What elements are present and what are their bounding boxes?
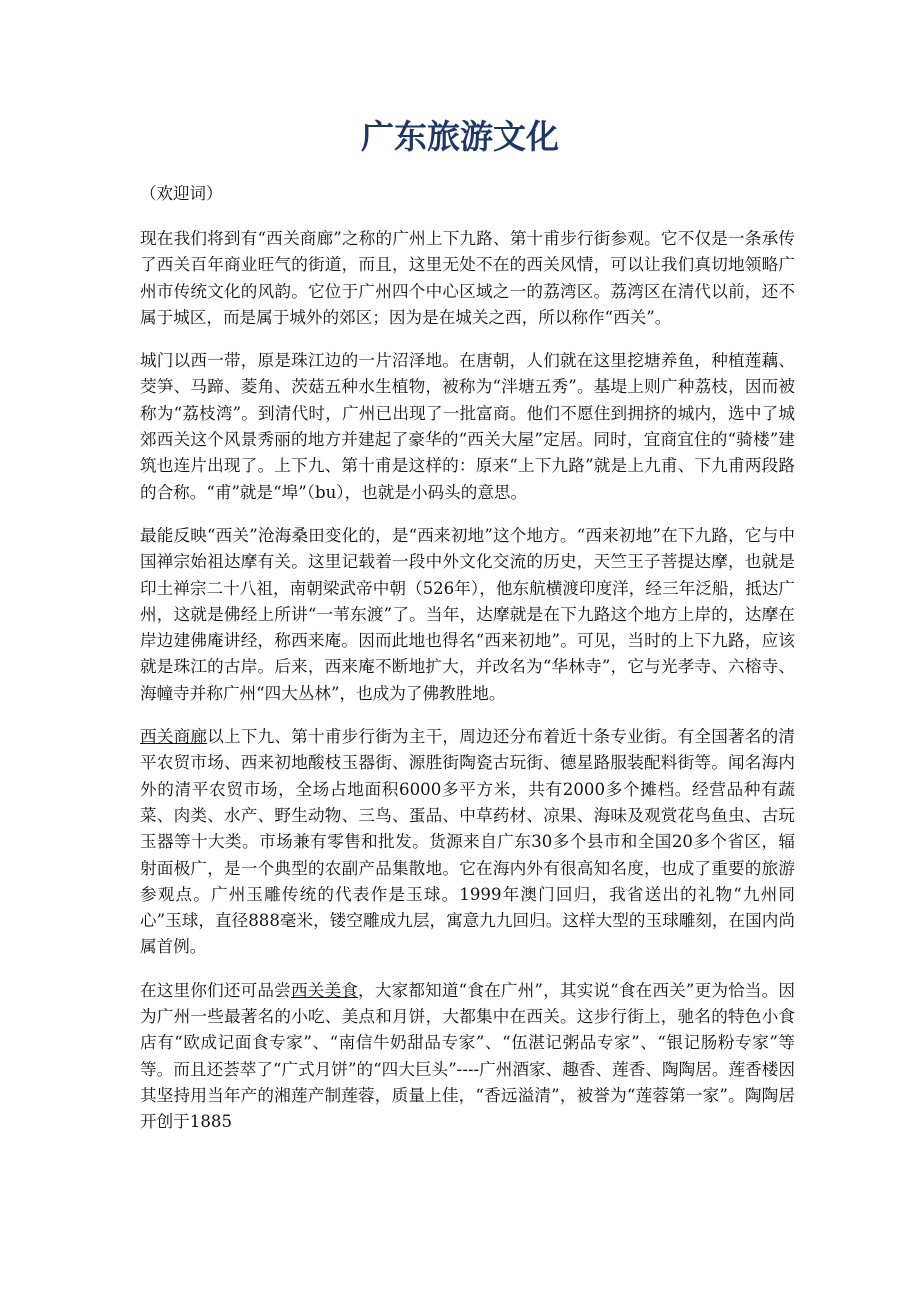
paragraph-3 <box>140 523 795 707</box>
document-title: 广东旅游文化 <box>361 117 559 156</box>
paragraph-2 <box>140 348 795 506</box>
xiguan-food-link[interactable]: 西关美食 <box>290 980 359 1000</box>
xiguan-shanglang-link[interactable]: 西关商廊 <box>140 727 208 747</box>
paragraph-1-text: 现在我们将到有“西关商廊”之称的广州上下九路、第十甫步行街参观。它不仅是一条承传了西关百年商业旺气的街道，而且，这里无处不在的西关风情，可以让我们真切地领略广州市传统文化的风韵。它位于广州四个中心区域之一的荔湾区。荔湾区在清代以前，还不属于城区，而是属于城外的郊区；因为是在城关之西，所以称作“西关”。 <box>140 229 795 327</box>
paragraph-1 <box>140 226 795 331</box>
paragraph-3-text: 最能反映“西关”沧海桑田变化的，是“西来初地”这个地方。“西来初地”在下九路，它与中国禅宗始祖达摩有关。这里记载着一段中外文化交流的历史，天竺王子菩提达摩，也就是印土禅宗二十八祖，南朝梁武帝中朝（526年），他东航横渡印度洋，经三年泛船，抵达广州，这就是佛经上所讲“一苇东渡”了。当年，达摩就是在下九路这个地方上岸的，达摩在岸边建佛庵讲经，称西来庵。因而此地也得名“西来初地”。可见，当时的上下九路，应该就是珠江的古岸。后来，西来庵不断地扩大，并改名为“华林寺”，它与光孝寺、六榕寺、海幢寺并称广州“四大丛林”，也成为了佛教胜地。 <box>140 525 795 703</box>
document-body <box>140 226 795 1153</box>
paragraph-2-text: 城门以西一带，原是珠江边的一片沼泽地。在唐朝，人们就在这里挖塘养鱼，种植莲藕、茭笋、马蹄、菱角、茨菇五种水生植物，被称为“泮塘五秀”。基堤上则广种荔枝，因而被称为“荔枝湾”。到清代时，广州已出现了一批富商。他们不愿住到拥挤的城内，选中了城郊西关这个风景秀丽的地方并建起了豪华的“西关大屋”定居。同时，宜商宜住的“骑楼”建筑也连片出现了。上下九、第十甫是这样的：原来“上下九路”就是上九甫、下九甫两段路的合称。“甫”就是“埠”（bu），也就是小码头的意思。 <box>140 351 795 502</box>
paragraph-5 <box>140 978 795 1136</box>
paragraph-4 <box>140 724 795 961</box>
document-subtitle: （欢迎词） <box>140 184 223 203</box>
paragraph-4-text: 以上下九、第十甫步行街为主干，周边还分布着近十条专业街。有全国著名的清平农贸市场、西来初地酸枝玉器街、源胜街陶瓷古玩街、德星路服装配料街等。闻名海内外的清平农贸市场，全场占地面积6000多平方米，共有2000多个摊档。经营品种有蔬菜、肉类、水产、野生动物、三鸟、蛋品、中草药材、凉果、海味及观赏花鸟鱼虫、古玩玉器等十大类。市场兼有零售和批发。货源来自广东30多个县市和全国20多个省区，辐射面极广，是一个典型的农副产品集散地。它在海内外有很高知名度，也成了重要的旅游参观点。广州玉雕传统的代表作是玉球。1999年澳门回归，我省送出的礼物“九州同心”玉球，直径888毫米，镂空雕成九层，寓意九九回归。这样大型的玉球雕刻，在国内尚属首例。 <box>140 727 796 957</box>
paragraph-5-intro: 在这里你们还可品尝 <box>140 980 291 1000</box>
paragraph-5-text: ，大家都知道“食在广州”，其实说“食在西关”更为恰当。因为广州一些最著名的小吃、美点和月饼，大都集中在西关。这步行街上，驰名的特色小食店有“欧成记面食专家”、“南信牛奶甜品专家”、“伍湛记粥品专家”、“银记肠粉专家”等等。而且还荟萃了“广式月饼”的“四大巨头”----广州酒家、趣香、莲香、陶陶居。莲香楼因其坚持用当年产的湘莲产制莲蓉，质量上佳，“香远溢清”，被誉为“莲蓉第一家”。陶陶居开创于1885 <box>140 980 796 1132</box>
